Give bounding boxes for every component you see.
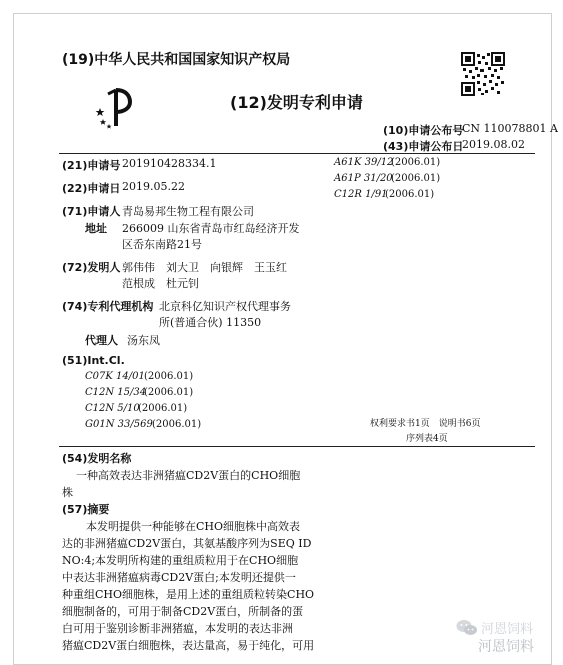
pub-date-value: 2019.08.02 — [462, 138, 525, 151]
pub-number-value: CN 110078801 A — [462, 122, 558, 135]
inventor-label: (72)发明人 — [62, 261, 121, 274]
app-no-value: 201910428334.1 — [122, 157, 217, 170]
inventor-line2: 范根成 杜元钊 — [122, 277, 199, 290]
inventor-line1: 郭伟伟 刘大卫 向银辉 王玉红 — [122, 261, 287, 274]
intcl-code: C12N 5/10 — [85, 403, 140, 414]
app-no-label: (21)申请号 — [62, 159, 121, 172]
applicant-label: (71)申请人 — [62, 205, 121, 218]
cls-code: C12R 1/91 — [334, 189, 388, 200]
cls-version: (2006.01) — [385, 189, 435, 200]
page-count-line2: 序列表4页 — [406, 434, 448, 444]
invention-name-label: (54)发明名称 — [62, 452, 132, 465]
cls-version: (2006.01) — [391, 173, 441, 184]
applicant-value: 青岛易邦生物工程有限公司 — [122, 205, 254, 218]
page-count-line1: 权利要求书1页 说明书6页 — [370, 419, 481, 429]
cls-version: (2006.01) — [391, 157, 441, 168]
cls-code: A61P 31/20 — [334, 173, 393, 184]
qr-code — [461, 52, 505, 96]
address-line1: 266009 山东省青岛市红岛经济开发 — [122, 222, 300, 235]
cls-code: A61K 39/12 — [334, 157, 394, 168]
abstract-line: NO:4;本发明所构建的重组质粒用于在CHO细胞 — [62, 554, 299, 567]
agency-label: (74)专利代理机构 — [62, 300, 154, 313]
document-type: (12)发明专利申请 — [230, 93, 363, 112]
agency-line2: 所(普通合伙) 11350 — [159, 316, 262, 329]
abstract-line: 种重组CHO细胞株，是用上述的重组质粒转染CHO — [62, 588, 315, 601]
abstract-line: 白可用于鉴别诊断非洲猪瘟，本发明的表达非洲 — [62, 622, 293, 635]
invention-name-line1: 一种高效表达非洲猪瘟CD2V蛋白的CHO细胞 — [76, 469, 301, 482]
watermark-line2: 河恩饲料 — [478, 639, 534, 655]
top-rule — [59, 153, 535, 154]
mid-rule — [59, 446, 535, 447]
intcl-label: (51)Int.Cl. — [62, 354, 125, 367]
office-title: (19)中华人民共和国国家知识产权局 — [62, 52, 291, 68]
watermark-line1: 河恩饲料 — [481, 622, 534, 637]
address-label: 地址 — [85, 222, 107, 235]
app-date-label: (22)申请日 — [62, 182, 121, 195]
pub-date-label: (43)申请公布日 — [383, 140, 464, 153]
agent-value: 汤东凤 — [127, 334, 160, 347]
intcl-version: (2006.01) — [144, 387, 194, 398]
intcl-version: (2006.01) — [138, 403, 188, 414]
invention-name-line2: 株 — [62, 486, 73, 499]
abstract-label: (57)摘要 — [62, 503, 110, 516]
abstract-line: 猪瘟CD2V蛋白细胞株，表达量高，易于纯化，可用 — [62, 639, 315, 652]
agency-line1: 北京科亿知识产权代理事务 — [159, 300, 291, 313]
wechat-icon — [456, 619, 478, 637]
abstract-line: 达的非洲猪瘟CD2V蛋白，其氨基酸序列为SEQ ID — [62, 537, 312, 550]
intcl-version: (2006.01) — [152, 419, 202, 430]
address-line2: 区岙东南路21号 — [122, 238, 202, 251]
intcl-code: G01N 33/569 — [85, 419, 153, 430]
intcl-code: C07K 14/01 — [85, 371, 145, 382]
abstract-line: 中表达非洲猪瘟病毒CD2V蛋白;本发明还提供一 — [62, 571, 296, 584]
abstract-line: 细胞制备的，可用于制备CD2V蛋白，所制备的蛋 — [62, 605, 304, 618]
abstract-line: 本发明提供一种能够在CHO细胞株中高效表 — [86, 520, 301, 533]
pub-number-label: (10)申请公布号 — [383, 124, 464, 137]
app-date-value: 2019.05.22 — [122, 180, 185, 193]
agent-label: 代理人 — [85, 334, 118, 347]
intcl-code: C12N 15/34 — [85, 387, 147, 398]
office-logo — [94, 86, 134, 132]
intcl-version: (2006.01) — [144, 371, 194, 382]
